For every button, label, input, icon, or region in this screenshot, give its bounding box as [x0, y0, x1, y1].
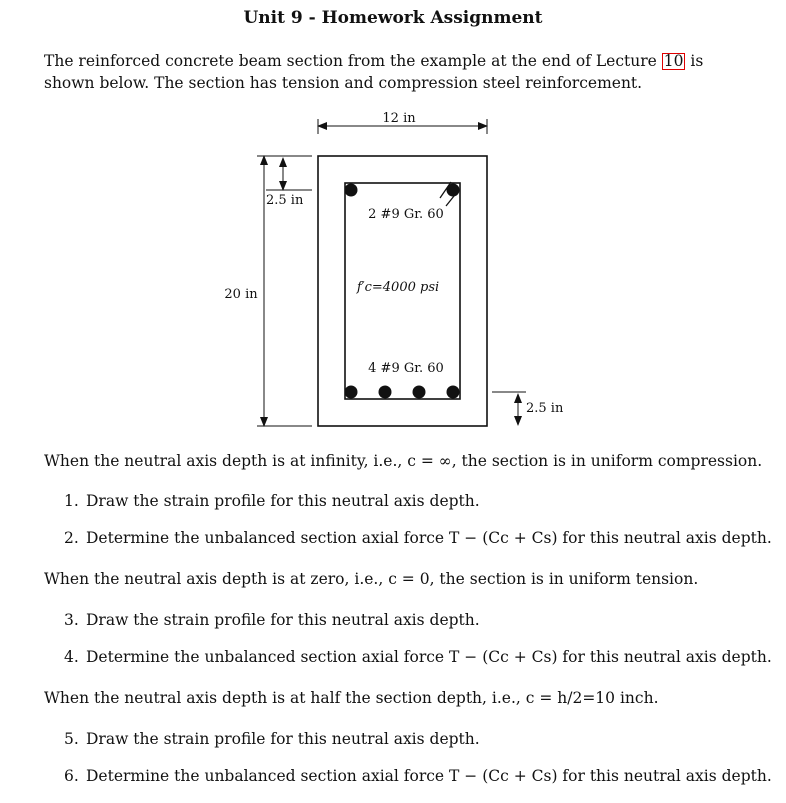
lecture-reference-link[interactable]: 10: [663, 52, 684, 70]
concrete-strength-label: f′c=4000 psi: [356, 280, 440, 295]
question-number: 3.: [64, 611, 79, 629]
question-item: [64, 529, 772, 547]
bottom-steel-label: 4 #9 Gr. 60: [368, 361, 444, 376]
question-text: Draw the strain profile for this neutral axis depth.: [86, 492, 480, 510]
question-item: [64, 492, 480, 510]
question-number: 4.: [64, 648, 79, 666]
top-rebar: [345, 184, 358, 197]
top-cover-label: 2.5 in: [266, 193, 304, 208]
case-intro: When the neutral axis depth is at zero, i.e., c = 0, the section is in uniform tension.: [44, 570, 699, 588]
case-intro: When the neutral axis depth is at infinity, i.e., c = ∞, the section is in uniform compression.: [44, 452, 763, 470]
height-label: 20 in: [224, 287, 258, 302]
question-item: [64, 611, 480, 629]
intro-text-end: is shown below. The section has tension and compression steel reinforcement.: [44, 52, 704, 92]
question-text: Draw the strain profile for this neutral axis depth.: [86, 730, 480, 748]
bottom-rebar: [345, 386, 358, 399]
intro-text-start: The reinforced concrete beam section from the example at the end of Lecture: [44, 52, 657, 70]
question-item: [64, 767, 772, 785]
question-number: 2.: [64, 529, 79, 547]
bottom-cover-label: 2.5 in: [526, 401, 564, 416]
question-number: 5.: [64, 730, 79, 748]
width-label: 12 in: [382, 111, 416, 126]
question-text: Determine the unbalanced section axial force T − (Cc + Cs) for this neutral axis depth.: [86, 529, 772, 547]
question-text: Determine the unbalanced section axial force T − (Cc + Cs) for this neutral axis depth.: [86, 767, 772, 785]
top-rebar: [447, 184, 460, 197]
bottom-rebar: [447, 386, 460, 399]
question-number: 1.: [64, 492, 79, 510]
question-text: Draw the strain profile for this neutral axis depth.: [86, 611, 480, 629]
bottom-rebar: [413, 386, 426, 399]
page-title: Unit 9 - Homework Assignment: [243, 8, 543, 28]
intro-paragraph: [44, 50, 749, 94]
top-steel-label: 2 #9 Gr. 60: [368, 207, 444, 222]
beam-section-figure: [0, 100, 786, 440]
question-item: [64, 730, 480, 748]
question-item: [64, 648, 772, 666]
case-intro: When the neutral axis depth is at half the section depth, i.e., c = h/2=10 inch.: [44, 689, 659, 707]
question-text: Determine the unbalanced section axial force T − (Cc + Cs) for this neutral axis depth.: [86, 648, 772, 666]
bottom-rebar: [379, 386, 392, 399]
question-number: 6.: [64, 767, 79, 785]
